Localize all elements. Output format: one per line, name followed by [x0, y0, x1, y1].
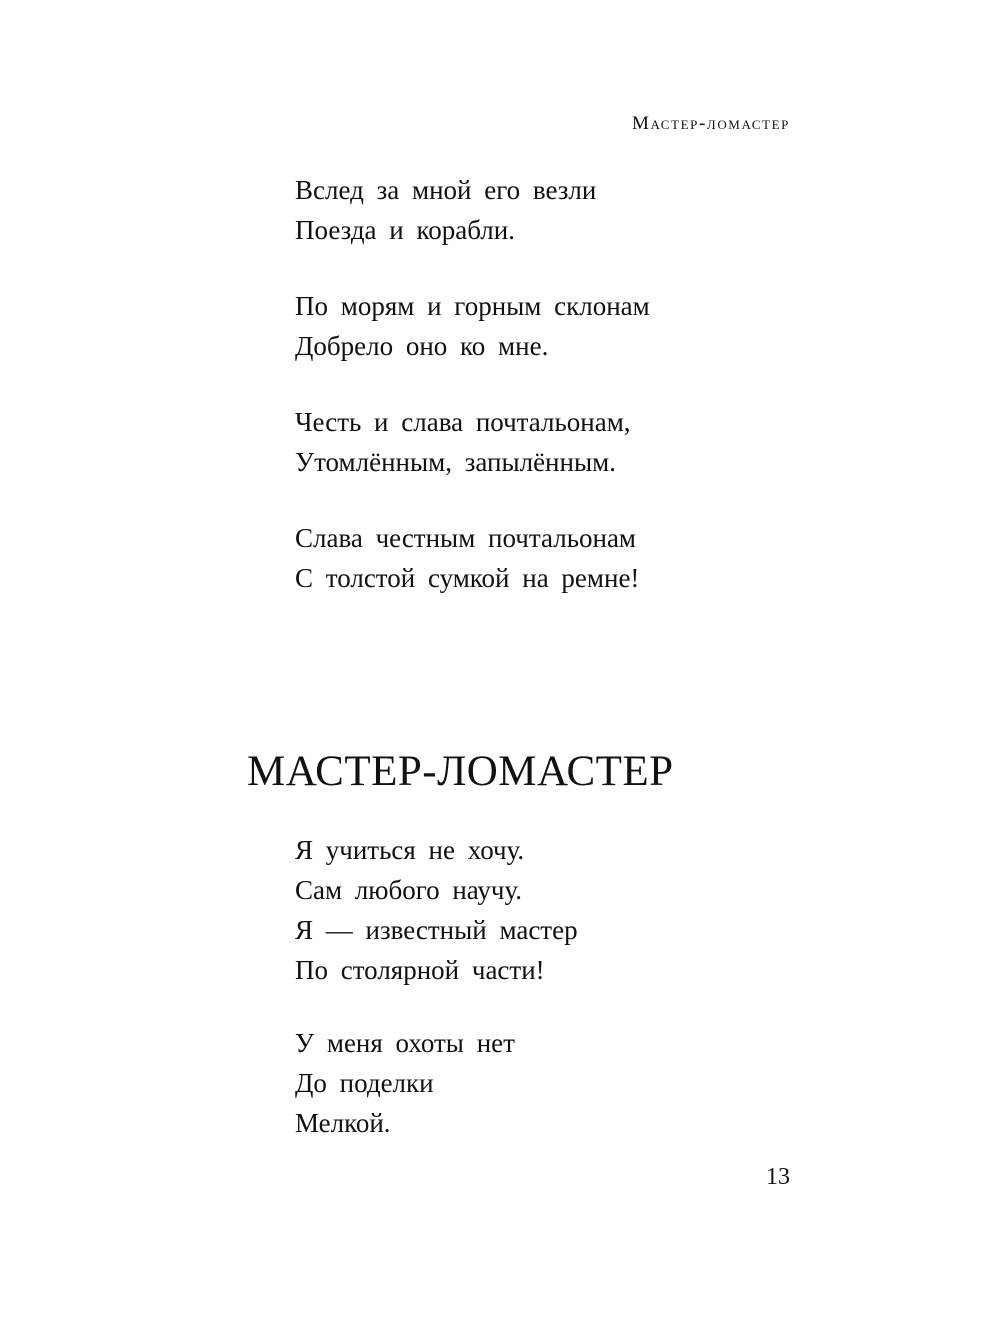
- poem-line: Утомлённым, запылённым.: [295, 447, 616, 477]
- stanza: [295, 518, 639, 598]
- poem-line: Поезда и корабли.: [295, 215, 515, 245]
- poem-line: Честь и слава почтальонам,: [295, 407, 631, 437]
- poem-line: Слава честным почтальонам: [295, 523, 637, 553]
- poem-line: Добрело оно ко мне.: [295, 331, 549, 361]
- poem-line: Я учиться не хочу.: [295, 835, 525, 865]
- poem-line: Вслед за мной его везли: [295, 175, 597, 205]
- poem-title: МАСТЕР-ЛОМАСТЕР: [247, 748, 674, 795]
- poem-line: По столярной части!: [295, 955, 545, 985]
- poem-line: Мелкой.: [295, 1108, 391, 1138]
- poem-line: По морям и горным склонам: [295, 291, 650, 321]
- poem-line: У меня охоты нет: [295, 1028, 515, 1058]
- stanza: [295, 286, 650, 366]
- stanza: [295, 1023, 515, 1143]
- stanza: [295, 830, 578, 990]
- page-number: 13: [766, 1164, 790, 1190]
- poem-line: До поделки: [295, 1068, 434, 1098]
- running-head: Мастер-ломастер: [631, 113, 790, 134]
- stanza: [295, 402, 631, 482]
- stanza: [295, 170, 596, 250]
- poem-line: С толстой сумкой на ремне!: [295, 563, 640, 593]
- poem-line: Сам любого научу.: [295, 875, 523, 905]
- poem-line: Я — известный мастер: [295, 915, 578, 945]
